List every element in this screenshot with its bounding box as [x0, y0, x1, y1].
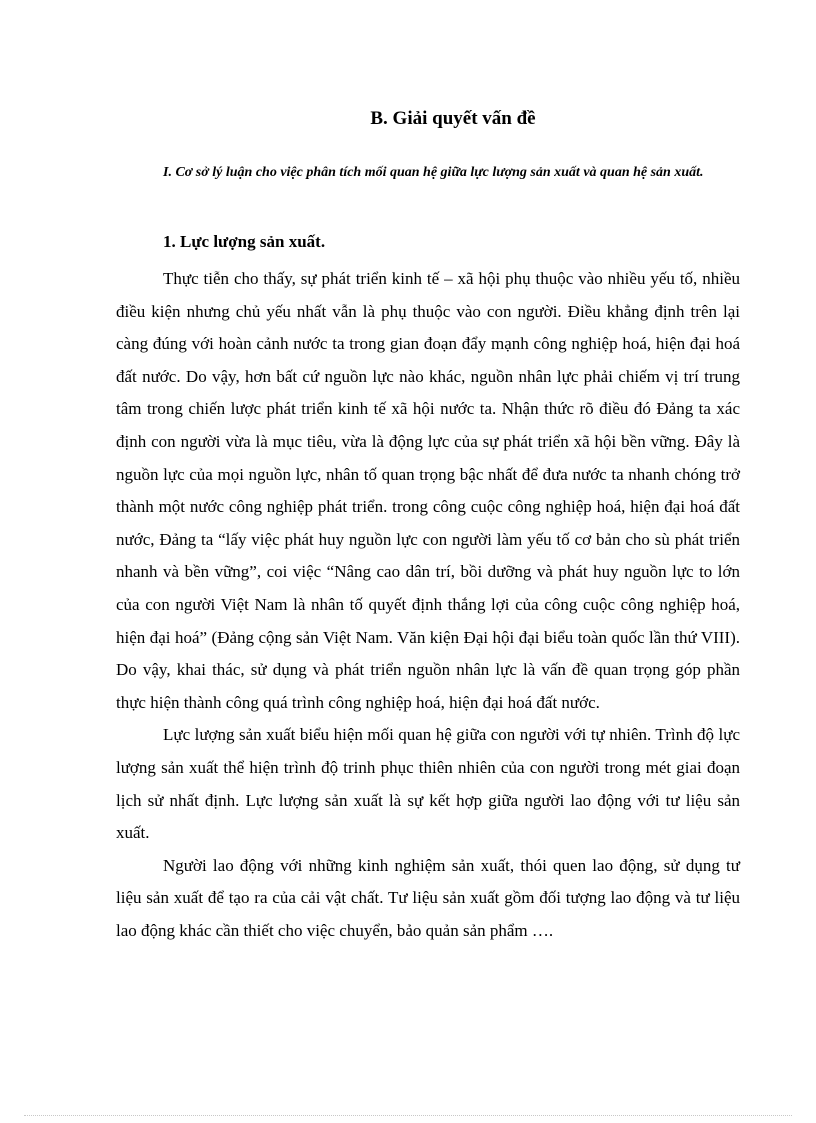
paragraph: Thực tiễn cho thấy, sự phát triển kinh tế – xã hội phụ thuộc vào nhiều yếu tố, nhiều điều kiện nhưng chủ yếu nhất vẫn là phụ thuộc vào con người. Điều khẳng định trên lại càng đúng với hoàn cảnh nước ta trong gian đoạn đẩy mạnh công nghiệp hoá, hiện đại hoá đất nước. Do vậy, hơn bất cứ nguồn lực nào khác, nguồn nhân lực phải chiếm vị trí trung tâm trong chiến lược phát triển kinh tế xã hội nước ta. Nhận thức rõ điều đó Đảng ta xác định con người vừa là mục tiêu, vừa là động lực của sự phát triển xã hội bền vững. Đây là nguồn lực của mọi nguồn lực, nhân tố quan trọng bậc nhất để đưa nước ta nhanh chóng trở thành một nước công nghiệp phát triển. trong công cuộc công nghiệp hoá, hiện đại hoá đất nước, Đảng ta “lấy việc phát huy nguồn lực con người làm yếu tố cơ bản cho sù phát triển nhanh và bền vững”, coi việc “Nâng cao dân trí, bồi dưỡng và phát huy nguồn lực to lớn của con người Việt Nam là nhân tố quyết định thắng lợi của công cuộc công nghiệp hoá, hiện đại hoá” (Đảng cộng sản Việt Nam. Văn kiện Đại hội đại biểu toàn quốc lần thứ VIII). Do vậy, khai thác, sử dụng và phát triển nguồn nhân lực là vấn đề quan trọng góp phần thực hiện thành công quá trình công nghiệp hoá, hiện đại hoá đất nước. [116, 269, 740, 712]
subsection-title: I. Cơ sở lý luận cho việc phân tích mối quan hệ giữa lực lượng sản xuất và quan hệ sản xuất. [163, 165, 704, 180]
paragraph: Người lao động với những kinh nghiệm sản xuất, thói quen lao động, sử dụng tư liệu sản xuất để tạo ra của cải vật chất. Tư liệu sản xuất gồm đối tượng lao động và tư liệu lao động khác cần thiết cho việc chuyển, bảo quản sản phẩm …. [116, 855, 740, 940]
body-text [116, 263, 740, 947]
heading-productive-forces: 1. Lực lượng sản xuất. [163, 232, 326, 251]
page-bottom-rule [24, 1115, 792, 1116]
section-title: B. Giải quyết vấn đề [370, 108, 536, 129]
paragraph: Lực lượng sản xuất biểu hiện mối quan hệ giữa con người với tự nhiên. Trình độ lực lượng sản xuất thể hiện trình độ trinh phục thiên nhiên của con người trong mét giai đoạn lịch sử nhất định. Lực lượng sản xuất là sự kết hợp giữa người lao động với tư liệu sản xuất. [116, 725, 740, 843]
